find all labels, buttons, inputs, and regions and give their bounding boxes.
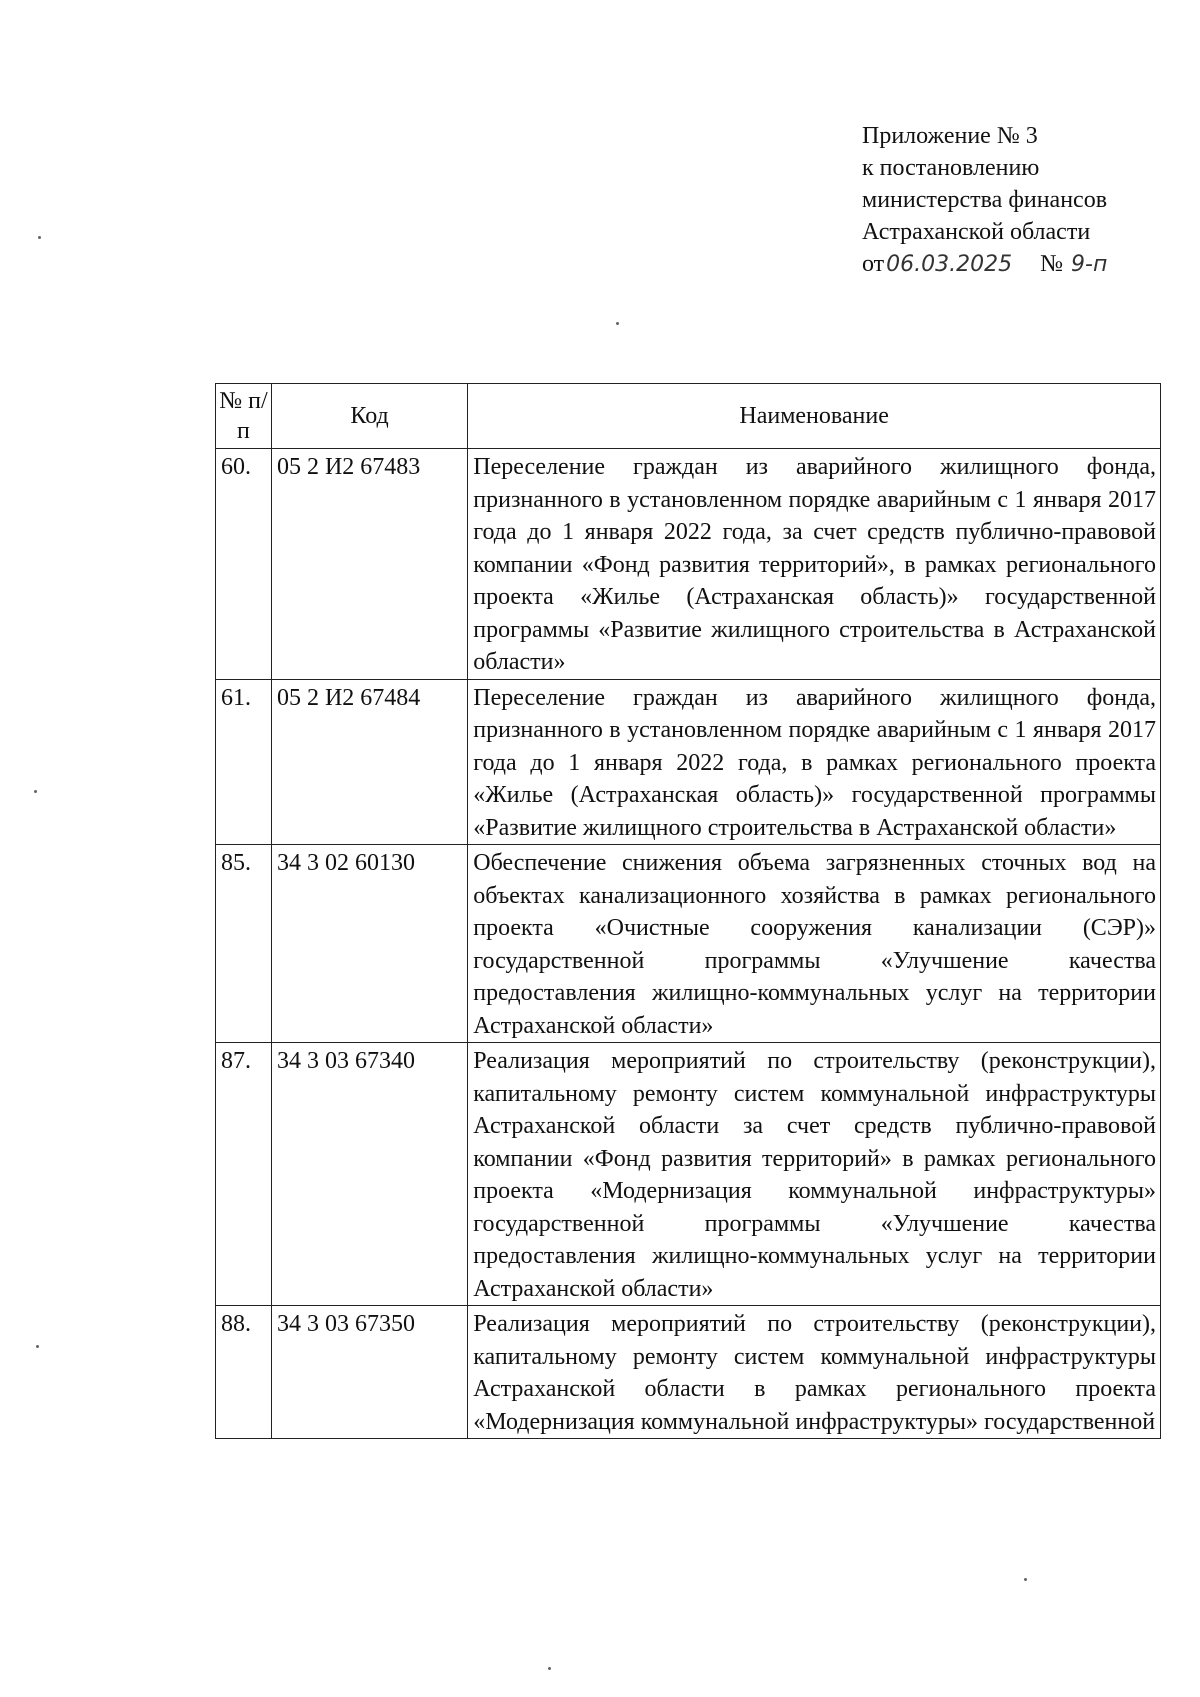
row-name: Обеспечение снижения объема загрязненных сточных вод на объектах канализационного хозяйства в рамках регионального проекта «Очистные сооружения канализации (СЭР)» государственной программы «Улучшение качества предоставления жилищно-коммунальных услуг на территории Астраханской области» xyxy=(468,845,1161,1043)
row-code: 34 3 03 67350 xyxy=(271,1306,467,1439)
appendix-line-ministry: министерства финансов xyxy=(862,187,1108,213)
table-row xyxy=(216,1306,1161,1439)
header-num: № п/п xyxy=(216,384,272,449)
row-name: Реализация мероприятий по строительству (реконструкции), капитальному ремонту систем коммунальной инфраструктуры Астраханской области за счет средств публично-правовой компании «Фонд развития территорий» в рамках регионального проекта «Модернизация коммунальной инфраструктуры» государственной программы «Улучшение качества предоставления жилищно-коммунальных услуг на территории Астраханской области» xyxy=(468,1043,1161,1306)
handwritten-number: 9-п xyxy=(1071,252,1108,277)
row-num: 61. xyxy=(216,679,272,845)
row-name: Реализация мероприятий по строительству (реконструкции), капитальному ремонту систем коммунальной инфраструктуры Астраханской области в рамках регионального проекта «Модернизация коммунальной инфраструктуры» государственной xyxy=(468,1306,1161,1439)
appendix-line-decree: к постановлению xyxy=(862,155,1040,181)
header-name: Наименование xyxy=(468,384,1161,449)
appendix-header xyxy=(862,120,1182,281)
table-row xyxy=(216,845,1161,1043)
table-row xyxy=(216,449,1161,680)
table-row xyxy=(216,1043,1161,1306)
scan-speck xyxy=(1024,1578,1027,1581)
handwritten-date: 06.03.2025 xyxy=(886,252,1013,277)
number-label: № xyxy=(1040,251,1064,277)
scan-speck xyxy=(36,1345,39,1348)
row-name: Переселение граждан из аварийного жилищного фонда, признанного в установленном порядке аварийным с 1 января 2017 года до 1 января 2022 года, в рамках регионального проекта «Жилье (Астраханская область)» государственной программы «Развитие жилищного строительства в Астраханской области» xyxy=(468,679,1161,845)
scan-speck xyxy=(548,1667,551,1670)
row-code: 05 2 И2 67484 xyxy=(271,679,467,845)
row-code: 34 3 02 60130 xyxy=(271,845,467,1043)
codes-table xyxy=(215,383,1161,1439)
date-prefix: от xyxy=(862,251,885,277)
row-num: 88. xyxy=(216,1306,272,1439)
appendix-title: Приложение № 3 xyxy=(862,123,1038,149)
scan-speck xyxy=(616,322,619,325)
row-code: 05 2 И2 67483 xyxy=(271,449,467,680)
header-code: Код xyxy=(271,384,467,449)
table-row xyxy=(216,679,1161,845)
table-header-row xyxy=(216,384,1161,449)
appendix-line-region: Астраханской области xyxy=(862,219,1091,245)
row-num: 60. xyxy=(216,449,272,680)
row-name: Переселение граждан из аварийного жилищного фонда, признанного в установленном порядке аварийным с 1 января 2017 года до 1 января 2022 года, за счет средств публично-правовой компании «Фонд развития территорий», в рамках регионального проекта «Жилье (Астраханская область)» государственной программы «Развитие жилищного строительства в Астраханской области» xyxy=(468,449,1161,680)
row-num: 85. xyxy=(216,845,272,1043)
appendix-date-line xyxy=(862,248,1182,281)
row-code: 34 3 03 67340 xyxy=(271,1043,467,1306)
scan-speck xyxy=(34,790,37,793)
scan-speck xyxy=(38,236,41,239)
row-num: 87. xyxy=(216,1043,272,1306)
